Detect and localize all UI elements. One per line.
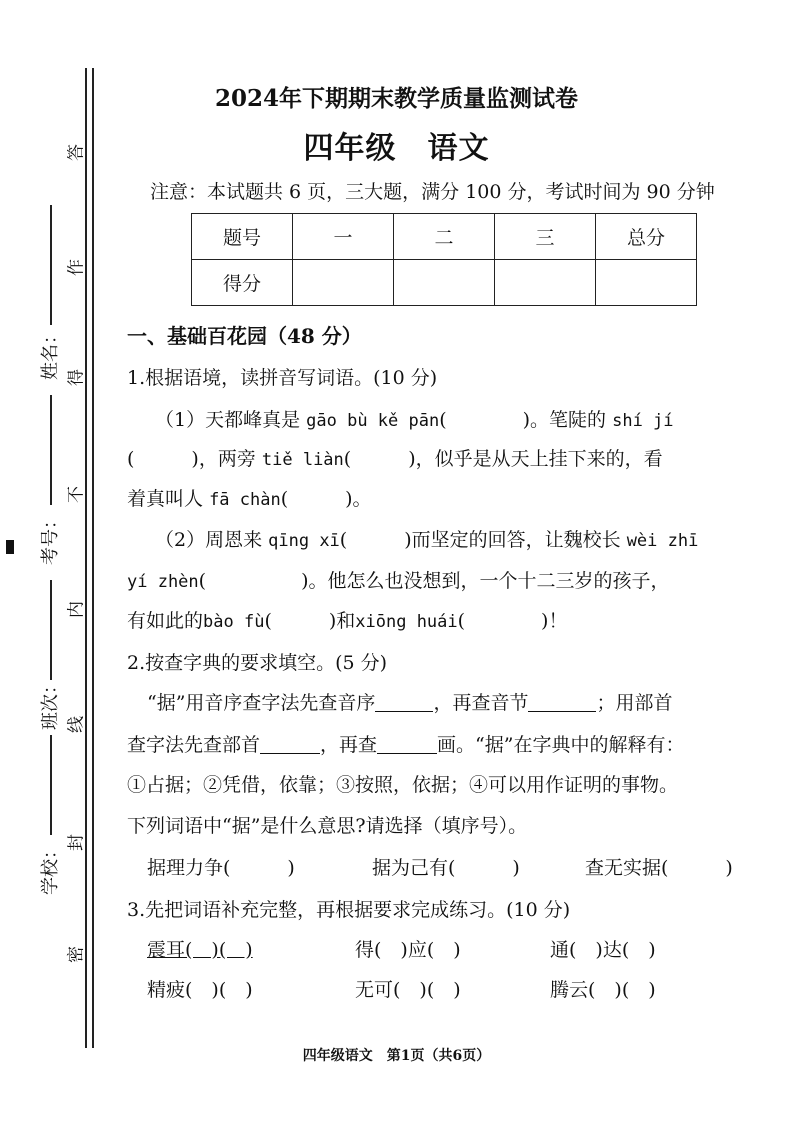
answer-paren[interactable]: ( ): [426, 939, 461, 961]
pinyin: xiōng huái: [355, 612, 458, 632]
answer-paren[interactable]: ( ): [374, 939, 408, 961]
question-2-title: 2.按查字典的要求填空。(5 分): [127, 652, 388, 674]
answer-paren[interactable]: ( ): [569, 939, 603, 961]
pinyin: tiě liàn: [261, 450, 344, 470]
pinyin: yí zhèn: [127, 572, 199, 592]
q3-word-2: 得( )应( ): [355, 939, 461, 961]
score-input-cell[interactable]: [495, 260, 596, 306]
answer-paren[interactable]: ( ): [661, 857, 733, 879]
q3-word-5: 无可( )( ): [355, 979, 461, 1001]
q1-para1-line2: ( )，两旁 tiě liàn( )，似乎是从天上挂下来的，看: [127, 448, 663, 470]
answer-paren[interactable]: ( ): [621, 939, 656, 961]
pinyin: gāo bù kě pān: [306, 411, 440, 431]
score-table: [191, 213, 697, 306]
answer-paren[interactable]: ( ): [264, 610, 337, 632]
exam-notice: 注意：本试题共 6 页，三大题，满分 100 分，考试时间为 90 分钟: [150, 181, 715, 203]
answer-blank[interactable]: [528, 692, 596, 712]
margin-rule-outer: [85, 68, 87, 1048]
q3-word-4: 精疲( )( ): [147, 979, 253, 1001]
class-label: 班次：: [40, 676, 61, 730]
q3-word-3: 通( )达( ): [550, 939, 656, 961]
answer-paren[interactable]: ( ): [339, 529, 412, 551]
q1-para2-line1: （2）周恩来 qīng xī( )而坚定的回答，让魏校长 wèi zhī: [155, 529, 699, 551]
answer-paren[interactable]: ( )( ): [393, 979, 461, 1001]
section-heading: 一、基础百花园（48 分）: [127, 324, 362, 348]
answer-paren[interactable]: ( ): [280, 488, 353, 510]
pinyin: wèi zhī: [626, 531, 699, 551]
pinyin: shí jí: [612, 411, 674, 431]
pinyin: bào fù: [203, 612, 265, 632]
pinyin: fā chàn: [209, 490, 281, 510]
score-input-cell[interactable]: [596, 260, 697, 306]
margin-rule-inner: [92, 68, 94, 1048]
q2-word-2: 据为己有( ): [372, 857, 520, 879]
answer-paren[interactable]: ( ): [198, 570, 309, 592]
question-1-title: 1.根据语境，读拼音写词语。(10 分): [127, 367, 438, 389]
answer-paren[interactable]: ( ): [343, 448, 416, 470]
score-input-cell[interactable]: [394, 260, 495, 306]
score-row-label: 得分: [192, 260, 293, 306]
answer-paren[interactable]: ( ): [457, 610, 549, 632]
score-table-cell: 总分: [596, 214, 697, 260]
question-3-title: 3.先把词语补充完整，再根据要求完成练习。(10 分): [127, 899, 571, 921]
q1-para2-line2: yí zhèn( )。他怎么也没想到，一个十二三岁的孩子，: [127, 570, 670, 592]
answer-paren[interactable]: ( ): [448, 857, 520, 879]
q3-word-6: 腾云( )( ): [550, 979, 656, 1001]
score-table-cell: 题号: [192, 214, 293, 260]
answer-paren[interactable]: ( )( ): [588, 979, 656, 1001]
school-write-line[interactable]: [50, 735, 52, 835]
page-footer: 四年级语文 第1页（共6页）: [302, 1048, 491, 1064]
exam-subtitle: 四年级 语文: [303, 131, 490, 166]
seal-char: 不: [66, 486, 87, 503]
seal-char: 封: [66, 834, 87, 851]
q2-line3: ①占据；②凭借，依靠；③按照，依据；④可以用作证明的事物。: [127, 774, 679, 796]
q1-para1-line1: （1）天都峰真是 gāo bù kě pān( )。笔陡的 shí jí: [155, 409, 674, 431]
seal-char: 内: [66, 601, 87, 618]
seal-char: 得: [66, 369, 87, 386]
score-table-cell: 三: [495, 214, 596, 260]
exam-title: 2024年下期期末教学质量监测试卷: [214, 85, 578, 112]
answer-paren[interactable]: ( ): [439, 409, 531, 431]
answer-blank[interactable]: [377, 734, 437, 754]
school-label: 学校：: [40, 841, 61, 895]
seal-char: 作: [66, 259, 87, 276]
answer-paren[interactable]: ( )( ): [185, 979, 253, 1001]
alignment-marker: [6, 540, 14, 554]
q2-word-1: 据理力争( ): [147, 857, 295, 879]
class-write-line[interactable]: [50, 580, 52, 680]
seal-char: 密: [66, 946, 87, 963]
q3-word-1: 震耳( )( ): [147, 939, 253, 961]
seal-char: 线: [66, 716, 87, 733]
q1-para1-line3: 着真叫人 fā chàn( )。: [127, 488, 372, 510]
answer-blank[interactable]: [260, 734, 320, 754]
q1-para2-line3: 有如此的bào fù( )和xiōng huái( )！: [127, 610, 568, 632]
answer-blank[interactable]: [375, 692, 433, 712]
score-table-cell: 一: [293, 214, 394, 260]
name-label: 姓名：: [40, 326, 61, 380]
number-write-line[interactable]: [50, 395, 52, 505]
score-table-cell: 二: [394, 214, 495, 260]
score-table-score-row: [192, 260, 697, 306]
number-label: 考号：: [40, 511, 61, 565]
q2-line1: “据”用音序查字法先查音序 ，再查音节 ；用部首: [147, 692, 673, 714]
score-table-header-row: [192, 214, 697, 260]
name-write-line[interactable]: [50, 205, 52, 325]
q2-line2: 查字法先查部首 ，再查 画。“据”在字典中的解释有：: [127, 734, 685, 756]
answer-paren[interactable]: ( ): [127, 448, 199, 470]
q2-line4: 下列词语中“据”是什么意思?请选择（填序号）。: [127, 815, 528, 837]
seal-char: 答: [66, 144, 87, 161]
pinyin: qīng xī: [268, 531, 340, 551]
q2-word-3: 查无实据( ): [585, 857, 733, 879]
answer-paren[interactable]: ( ): [223, 857, 295, 879]
score-input-cell[interactable]: [293, 260, 394, 306]
answer-paren[interactable]: ( )( ): [185, 939, 253, 961]
